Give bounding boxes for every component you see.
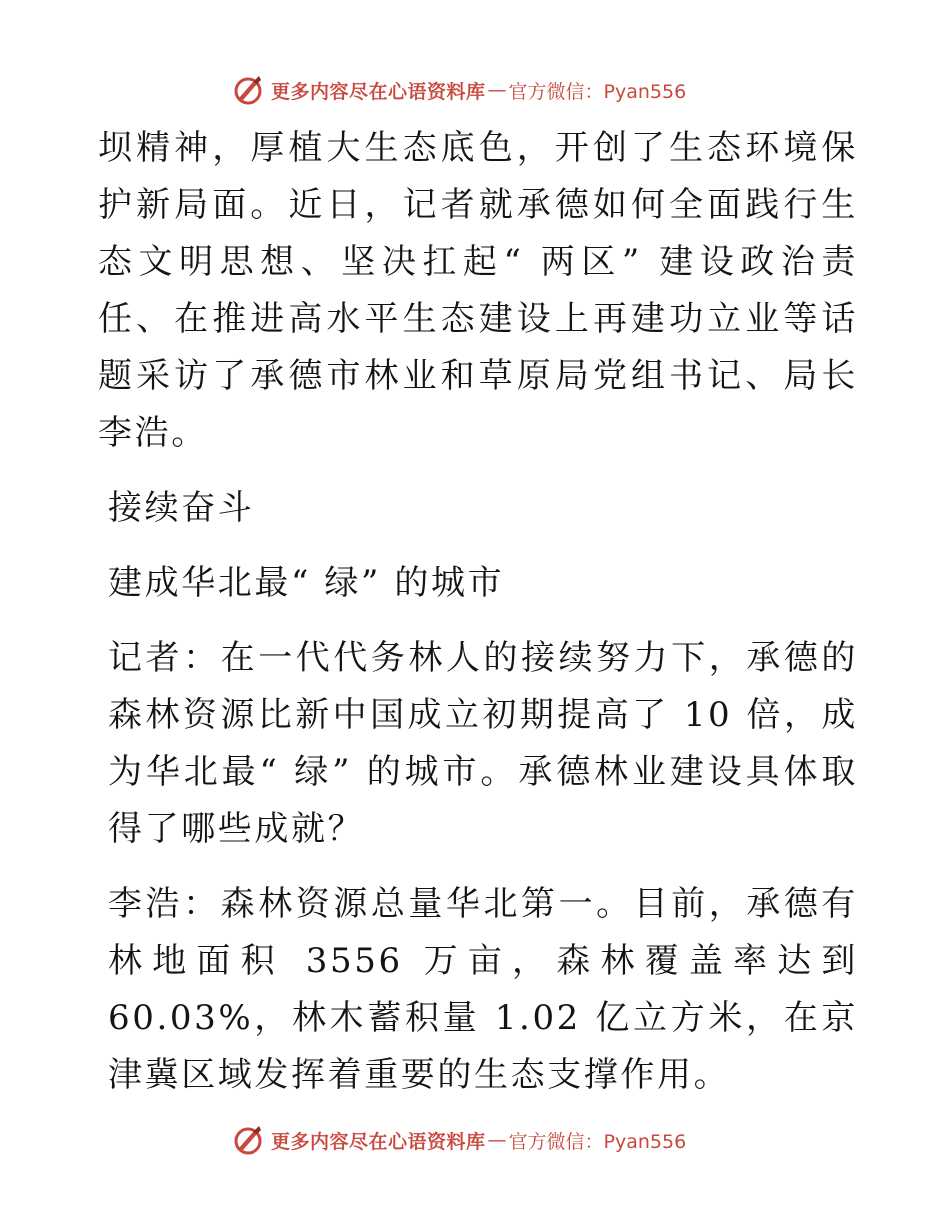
pen-swirl-logo-icon [233, 1124, 265, 1156]
header-contact-text: 官方微信：Pyan556 [508, 80, 687, 103]
footer-banner [233, 1122, 686, 1158]
header-separator: — [487, 79, 507, 101]
paragraph-answer: 李浩：森林资源总量华北第一。目前，承德有林地面积 3556 万亩，森林覆盖率达到 60.03%，林木蓄积量 1.02 亿立方米，在京津冀区域发挥着重要的生态支撑作用。 [108, 884, 858, 1095]
footer-separator: — [487, 1129, 507, 1151]
section-heading-2: 建成华北最“ 绿” 的城市 [108, 563, 505, 603]
footer-contact-text: 官方微信：Pyan556 [508, 1130, 687, 1153]
paragraph-intro: 坝精神，厚植大生态底色，开创了生态环境保护新局面。近日，记者就承德如何全面践行生态文明思想、坚决扛起“ 两区” 建设政治责任、在推进高水平生态建设上再建功立业等话题采访了承德市林业和草原局党组书记、局长李浩。 [98, 128, 858, 453]
document-body [98, 120, 858, 1122]
pen-swirl-logo-icon [233, 74, 265, 106]
header-banner [233, 72, 686, 108]
footer-brand-text: 更多内容尽在心语资料库 [271, 1130, 486, 1153]
paragraph-question: 记者：在一代代务林人的接续努力下，承德的森林资源比新中国成立初期提高了 10 倍，成为华北最“ 绿” 的城市。承德林业建设具体取得了哪些成就？ [108, 638, 858, 849]
section-heading-1: 接续奋斗 [108, 488, 255, 528]
header-brand-text: 更多内容尽在心语资料库 [271, 80, 486, 103]
